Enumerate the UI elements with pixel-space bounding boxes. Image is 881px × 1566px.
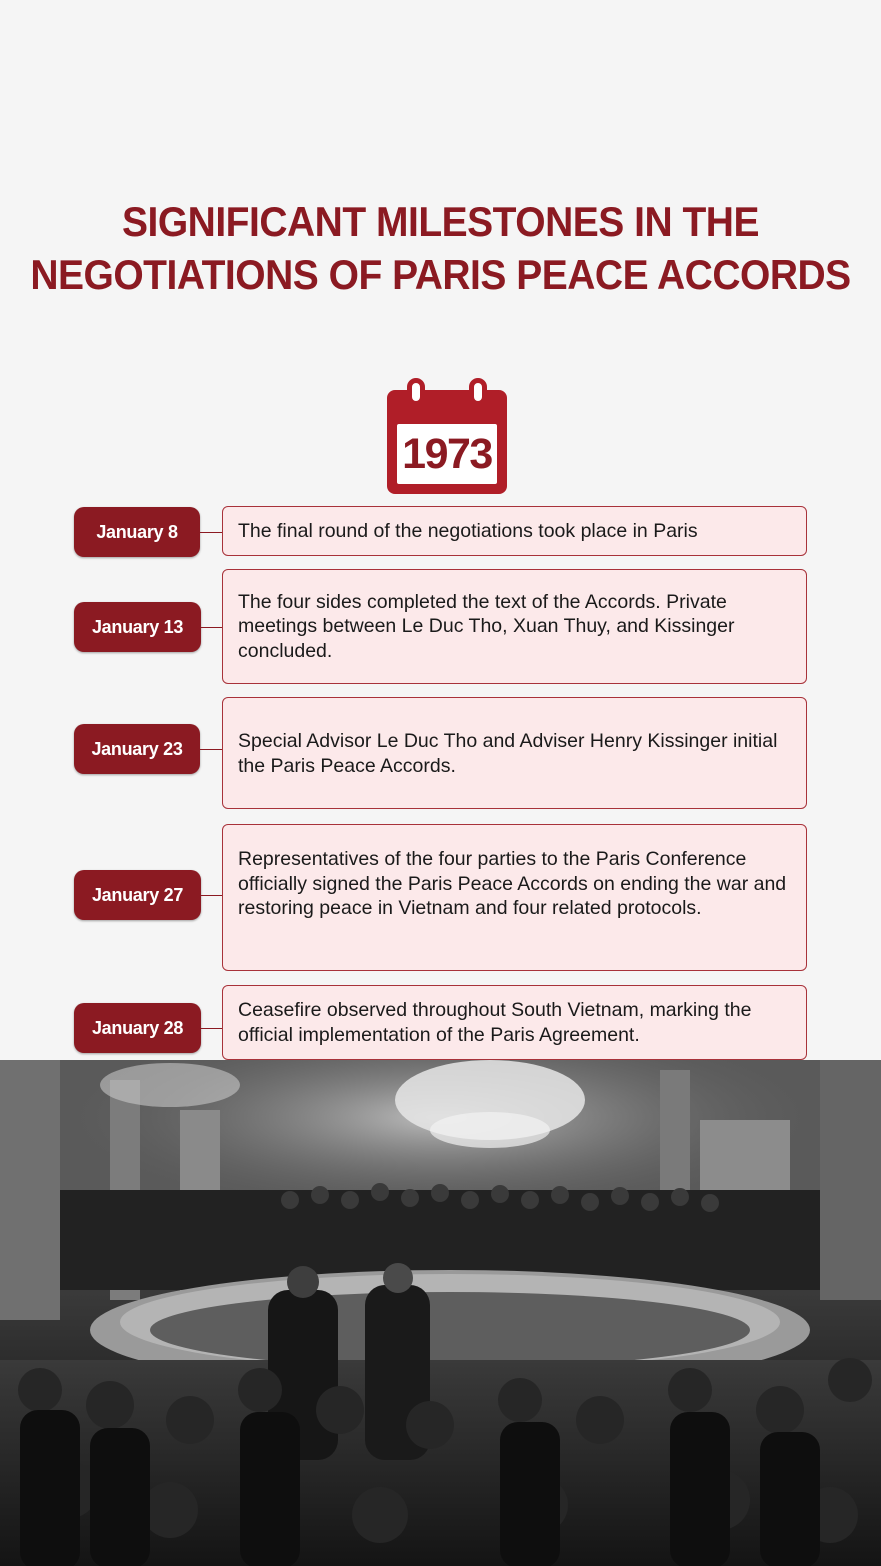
milestone-date: January 8 [74, 507, 200, 557]
calendar-ring-right [469, 378, 487, 406]
signing-ceremony-photo [0, 1060, 881, 1566]
calendar-body [387, 390, 507, 494]
connector-line [200, 1028, 222, 1029]
milestone-date: January 13 [74, 602, 201, 652]
calendar-ring-left [407, 378, 425, 406]
milestone-description: Representatives of the four parties to the Paris Conference officially signed the Paris Peace Accords on ending the war and restoring peace in Vietnam and four related protocols. [222, 824, 807, 971]
connector-line [200, 627, 222, 628]
connector-line [200, 895, 222, 896]
connector-line [200, 749, 222, 750]
title-line-1: SIGNIFICANT MILESTONES IN THE [122, 199, 759, 246]
calendar-year: 1973 [397, 424, 497, 484]
milestone-date: January 27 [74, 870, 201, 920]
milestone-date: January 28 [74, 1003, 201, 1053]
milestone-description: Special Advisor Le Duc Tho and Adviser Henry Kissinger initial the Paris Peace Accords. [222, 697, 807, 809]
milestone-description: Ceasefire observed throughout South Vietnam, marking the official implementation of the Paris Agreement. [222, 985, 807, 1060]
title-line-2: NEGOTIATIONS OF PARIS PEACE ACCORDS [30, 252, 851, 299]
milestone-description: The final round of the negotiations took place in Paris [222, 506, 807, 556]
connector-line [200, 532, 222, 533]
milestone-description: The four sides completed the text of the Accords. Private meetings between Le Duc Tho, Xuan Thuy, and Kissinger concluded. [222, 569, 807, 684]
calendar-icon [387, 378, 507, 494]
page-title [0, 196, 881, 302]
milestone-date: January 23 [74, 724, 200, 774]
